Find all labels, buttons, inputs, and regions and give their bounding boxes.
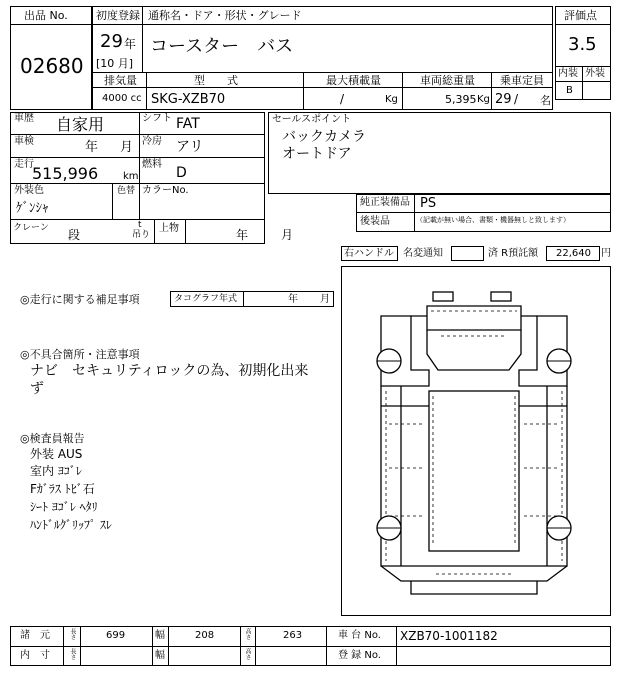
inner-length-label: 長さ: [69, 648, 76, 660]
recycle-label: 済 R預託額: [488, 248, 539, 259]
inspector-label: ◎検査員報告: [20, 432, 85, 445]
max-load-unit: Kg: [385, 94, 398, 105]
retrofit-label: 後装品: [360, 216, 390, 227]
fuel-value: D: [176, 165, 187, 181]
capacity-unit: 名: [540, 94, 551, 107]
max-load-value: /: [340, 92, 345, 106]
ac-value: アリ: [176, 139, 204, 155]
height-value: 263: [283, 630, 303, 641]
lot-number: 02680: [20, 54, 84, 78]
capacity-label: 乗車定員: [500, 74, 544, 87]
inspector-line-1: 外装 AUS: [30, 447, 83, 461]
mileage-value: 515,996: [32, 164, 99, 183]
capacity-slash: /: [514, 92, 519, 106]
recycle-value: 22,640: [556, 248, 591, 259]
inspector-line-3: Fｶﾞﾗｽ ﾄﾋﾞ石: [30, 482, 95, 496]
color-no-label: カラーNo.: [142, 185, 189, 196]
equip-value: PS: [420, 196, 437, 211]
sales-point-1: バックカメラ: [282, 129, 366, 145]
defects-label: ◎不具合箇所・注意事項: [20, 348, 140, 361]
inner-height-label: 高さ: [244, 648, 251, 660]
specs-label: 諸 元: [20, 630, 50, 641]
roof: [429, 391, 519, 551]
length-label: 長さ: [69, 628, 76, 640]
inspector-line-4: ｼｰﾄ ﾖｺﾞﾚ ﾍﾀﾘ: [30, 500, 98, 514]
fuel-label: 燃料: [142, 159, 162, 170]
mileage-label: 走行: [14, 159, 34, 170]
left-mirror: [433, 292, 453, 301]
recycle-unit: 円: [601, 248, 611, 259]
crane-dan: 段: [68, 228, 81, 242]
body-outline: [381, 386, 567, 566]
model-label: 型 式: [194, 74, 238, 87]
score-value: 3.5: [568, 34, 597, 55]
defects-line-1: ナビ セキュリティロックの為、初期化出来: [30, 363, 309, 379]
shift-label: シフト: [142, 113, 172, 124]
defects-line-2: ず: [30, 381, 44, 397]
history-label: 車歴: [14, 113, 34, 124]
driving-notes-label: ◎走行に関する補足事項: [20, 293, 140, 306]
length-value: 699: [106, 630, 126, 641]
first-reg-year: 29: [100, 31, 123, 52]
car-name: コースター バス: [150, 36, 294, 57]
inner-width-label: 幅: [155, 650, 165, 661]
inspection-month: 月: [120, 140, 134, 155]
lot-label: 出品 No.: [24, 9, 68, 22]
width-value: 208: [195, 630, 215, 641]
max-load-label: 最大積載量: [326, 74, 381, 87]
name-label: 通称名・ドア・形状・グレード: [148, 9, 302, 22]
width-label: 幅: [155, 630, 165, 641]
tacho-label: タコグラフ年式: [174, 294, 238, 304]
name-change-label: 名変通知: [403, 248, 443, 259]
sales-point-label: セールスポイント: [272, 114, 352, 125]
crane-label: クレーン: [13, 223, 49, 233]
color-value: ｹﾞﾝｼｬ: [16, 201, 49, 216]
gross-weight-value: 5,395: [445, 93, 477, 106]
history-value: 自家用: [56, 115, 105, 134]
sales-point-2: オートドア: [282, 146, 352, 162]
gross-weight-unit: Kg: [477, 94, 490, 105]
reg-label: 登 録 No.: [338, 650, 381, 661]
inspection-label: 車検: [14, 136, 34, 147]
first-reg-month: [10 月]: [96, 57, 134, 70]
exterior-label: 外装: [585, 68, 605, 79]
capacity-value: 29: [495, 92, 512, 107]
name-change-box: [451, 246, 484, 261]
shift-value: FAT: [176, 116, 200, 132]
tacho-year: 年: [288, 294, 298, 305]
chassis-value: XZB70-1001182: [400, 629, 498, 643]
crane-t-small: t: [138, 220, 142, 230]
inspector-line-2: 室内 ﾖｺﾞﾚ: [30, 464, 82, 478]
color-label: 外装色: [14, 185, 44, 196]
interior-label: 内装: [558, 68, 578, 79]
chassis-label: 車 台 No.: [338, 630, 381, 641]
displacement-value: 4000 cc: [102, 93, 142, 104]
crane-uemono-label: 上物: [159, 223, 179, 234]
crane-month: 月: [281, 228, 294, 242]
tacho-month: 月: [320, 294, 330, 305]
mileage-unit: km: [123, 171, 139, 182]
ac-label: 冷房: [142, 136, 162, 147]
gross-weight-label: 車両総重量: [420, 74, 475, 87]
score-label: 評価点: [564, 9, 597, 22]
crane-year: 年: [236, 228, 249, 242]
first-reg-label: 初度登録: [96, 9, 140, 22]
inspector-line-5: ﾊﾝﾄﾞﾙｸﾞﾘｯﾌﾟ ｽﾚ: [30, 518, 112, 532]
crane-tsuri: 吊り: [132, 230, 151, 240]
equip-label: 純正装備品: [360, 197, 410, 208]
interior-grade: B: [566, 85, 573, 96]
inspection-year: 年: [85, 140, 99, 155]
right-hand-label: 右ハンドル: [344, 248, 394, 259]
hood-outline: [427, 306, 521, 330]
displacement-label: 排気量: [104, 74, 137, 87]
model-value: SKG-XZB70: [151, 92, 226, 107]
retrofit-note: （記載が無い場合、書類・機器無しと致します）: [416, 216, 570, 224]
vehicle-diagram: [341, 266, 611, 616]
inner-label: 内 寸: [20, 650, 50, 661]
right-mirror: [491, 292, 511, 301]
year-unit: 年: [124, 37, 137, 51]
rear-panel: [381, 566, 567, 581]
height-label: 高さ: [244, 628, 251, 640]
color-code-label: 色替: [117, 186, 136, 196]
